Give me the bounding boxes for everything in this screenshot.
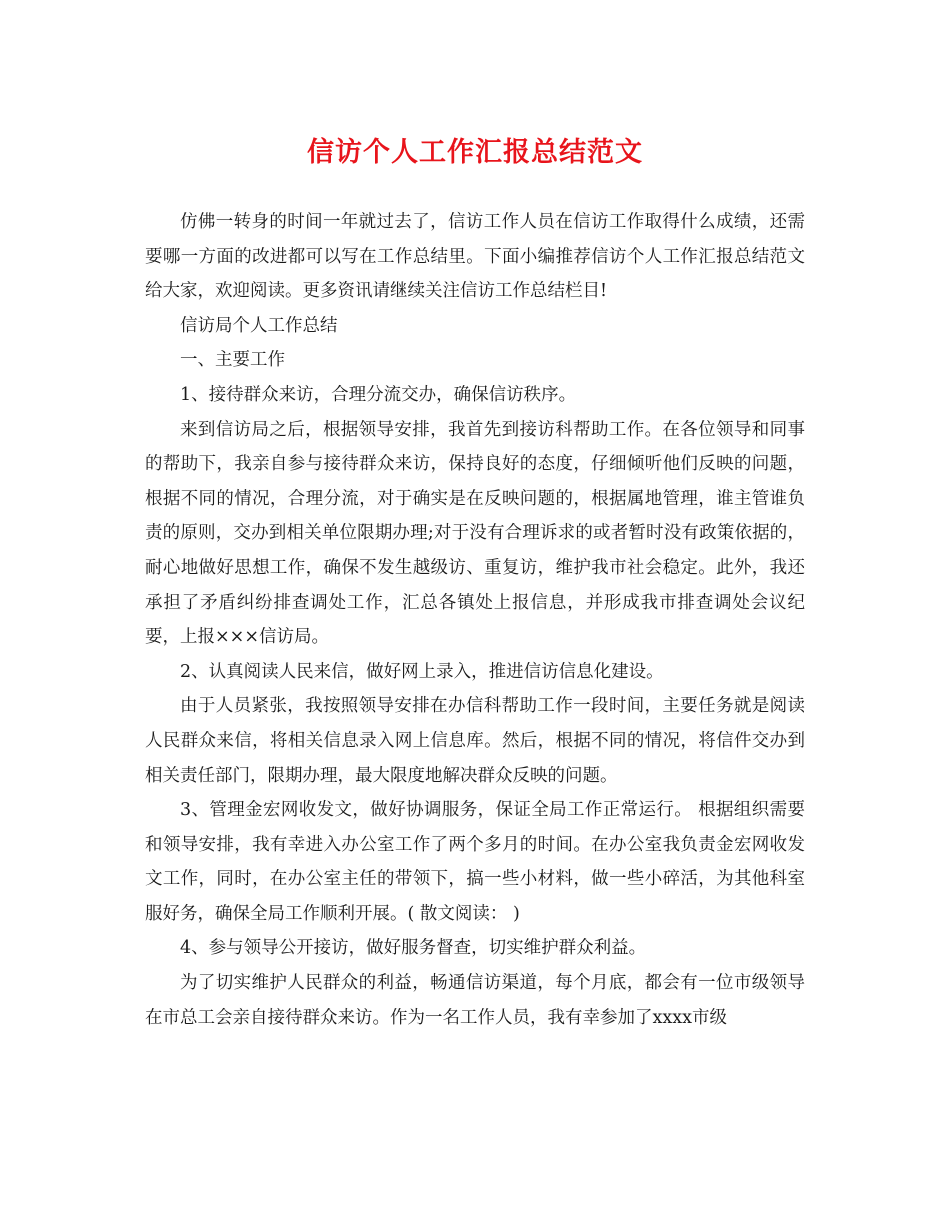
document-title: 信访个人工作汇报总结范文 <box>307 137 643 168</box>
item-heading-1: 1、接待群众来访，合理分流交办，确保信访秩序。 <box>180 384 577 405</box>
item-heading-4: 4、参与领导公开接访，做好服务督查，切实维护群众利益。 <box>180 938 647 959</box>
paragraph-item-2: 由于人员紧张，我按照领导安排在办信科帮助工作一段时间，主要任务就是阅读人民群众来信，将相关信息录入网上信息库。然后，根据不同的情况，将信件交办到相关责任部门，限期办理，最大限度地解决群众反映的问题。 <box>145 696 805 786</box>
paragraph-intro: 仿佛一转身的时间一年就过去了，信访工作人员在信访工作取得什么成绩，还需要哪一方面的改进都可以写在工作总结里。下面小编推荐信访个人工作汇报总结范文给大家，欢迎阅读。更多资讯请继续关注信访工作总结栏目! <box>145 212 805 302</box>
paragraph-item-3: 3、管理金宏网收发文，做好协调服务，保证全局工作正常运行。 根据组织需要和领导安排，我有幸进入办公室工作了两个多月的时间。在办公室我负责金宏网收发文工作，同时，在办公室主任的带领下，搞一些小材料，做一些小碎活，为其他科室服好务，确保全局工作顺利开展。( 散文阅读： ) <box>145 800 805 924</box>
section-heading-main-work: 一、主要工作 <box>180 350 285 371</box>
paragraph-subtitle: 信访局个人工作总结 <box>180 315 338 336</box>
item-heading-2: 2、认真阅读人民来信，做好网上录入，推进信访信息化建设。 <box>180 661 664 682</box>
paragraph-item-1: 来到信访局之后，根据领导安排，我首先到接访科帮助工作。在各位领导和同事的帮助下，我亲自参与接待群众来访，保持良好的态度，仔细倾听他们反映的问题，根据不同的情况，合理分流，对于确实是在反映问题的，根据属地管理，谁主管谁负责的原则，交办到相关单位限期办理;对于没有合理诉求的或者暂时没有政策依据的，耐心地做好思想工作，确保不发生越级访、重复访，维护我市社会稳定。此外，我还承担了矛盾纠纷排查调处工作，汇总各镇处上报信息，并形成我市排查调处会议纪要，上报×××信访局。 <box>145 419 805 648</box>
paragraph-item-4: 为了切实维护人民群众的利益，畅通信访渠道，每个月底，都会有一位市级领导在市总工会亲自接待群众来访。作为一名工作人员，我有幸参加了xxxx市级 <box>145 973 805 1028</box>
document-body <box>145 205 805 1035</box>
